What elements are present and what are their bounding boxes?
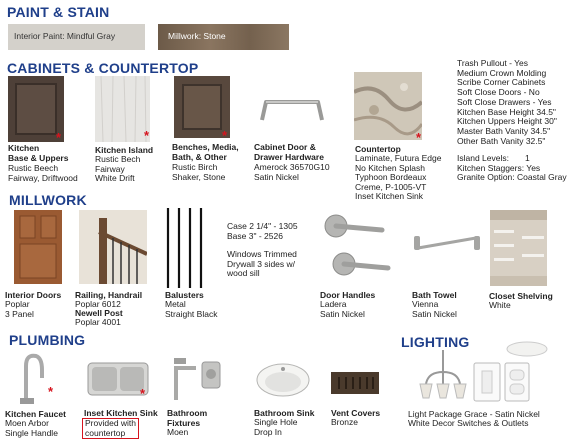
kitchen-staggers: Kitchen Staggers: Yes (457, 163, 541, 173)
kitchen-cabinet-desc: Rustic Beech Fairway, Driftwood (8, 163, 78, 183)
vent-covers-title: Vent Covers (331, 408, 381, 418)
lighting-heading: LIGHTING (401, 334, 470, 350)
newell-post-title: Newell Post (75, 308, 123, 318)
island-asterisk: * (144, 128, 150, 143)
bathroom-fixtures-desc: Moen (167, 427, 189, 437)
countertop-sample-image (354, 72, 422, 140)
closet-shelving-title: Closet Shelving (489, 291, 553, 301)
railing-title: Railing, Handrail (75, 290, 143, 300)
island-cabinet-image (95, 76, 150, 142)
island-title: Kitchen Island (95, 145, 154, 155)
balusters-title: Balusters (165, 290, 204, 300)
inset-sink-note: Provided with countertop (82, 418, 139, 439)
countertop-asterisk: * (416, 130, 422, 145)
island-desc: Rustic Bech Fairway White Drift (95, 154, 141, 183)
vent-cover-image (331, 372, 379, 394)
bath-towel-desc: Vienna Satin Nickel (412, 299, 457, 319)
bathroom-fixtures-title: Bathroom Fixtures (167, 408, 208, 428)
bathroom-fixtures-image (170, 354, 224, 402)
light-switch-image (473, 362, 501, 402)
interior-paint-label: Interior Paint: Mindful Gray (14, 31, 116, 41)
bathroom-sink-title: Bathroom Sink (254, 408, 315, 418)
railing-image (79, 210, 147, 284)
door-handles-title: Door Handles (320, 290, 376, 300)
millwork-stain-swatch (158, 24, 289, 50)
closet-shelving-image (490, 210, 547, 286)
door-handles-desc: Ladera Satin Nickel (320, 299, 365, 319)
island-levels: Island Levels: 1 (457, 153, 530, 163)
closet-shelving-desc: White (489, 300, 511, 310)
kitchen-faucet-image (14, 350, 48, 404)
kitchen-asterisk: * (56, 130, 62, 145)
benches-title: Benches, Media, Bath, & Other (172, 142, 239, 162)
lighting-package: Light Package Grace - Satin Nickel (408, 409, 540, 419)
outlet-image (504, 362, 530, 402)
bathroom-sink-desc: Single Hole Drop In (254, 417, 298, 437)
hardware-desc: Amerock 36570G10 Satin Nickel (254, 162, 330, 182)
towel-bar-image (412, 232, 482, 254)
millwork-stain-label: Millwork: Stone (168, 31, 226, 41)
door-handle-image (322, 212, 392, 284)
cabinet-specs-list: Trash Pullout - Yes Medium Crown Molding Scribe Corner Cabinets Soft Close Doors - No Soft Close Drawers - Yes Kitchen Base Height 34.5" Kitchen Uppers Height 30" Master Bath Vanity 34.5" Other Bath Vanity 32.5" (457, 58, 557, 146)
countertop-title: Countertop (355, 144, 401, 154)
ceiling-light-image (505, 340, 549, 358)
millwork-heading: MILLWORK (9, 192, 87, 208)
interior-doors-title: Interior Doors (5, 290, 62, 300)
benches-asterisk: * (222, 128, 228, 143)
benches-desc: Rustic Birch Shaker, Stone (172, 162, 226, 182)
faucet-asterisk: * (48, 384, 54, 399)
countertop-desc: Laminate, Futura Edge No Kitchen Splash Typhoon Bordeaux Creme, P-1005-VT Inset Kitchen Sink (355, 153, 442, 201)
balusters-desc: Metal Straight Black (165, 299, 218, 319)
plumbing-heading: PLUMBING (9, 332, 86, 348)
kitchen-cabinet-title: Kitchen Base & Uppers (8, 143, 69, 163)
kitchen-faucet-title: Kitchen Faucet (5, 409, 66, 419)
cabinet-pull-image (258, 96, 326, 126)
newell-post-desc: Poplar 4001 (75, 317, 121, 327)
hardware-title: Cabinet Door & Drawer Hardware (254, 142, 324, 162)
vent-covers-desc: Bronze (331, 417, 358, 427)
interior-doors-desc: Poplar 3 Panel (5, 299, 34, 319)
casing-base-spec: Case 2 1/4" - 1305 Base 3" - 2526 (227, 221, 298, 241)
railing-desc: Poplar 6012 (75, 299, 121, 309)
interior-paint-swatch (8, 24, 145, 50)
granite-option: Granite Option: Coastal Gray (457, 172, 567, 182)
paint-stain-heading: PAINT & STAIN (7, 4, 110, 20)
switches-outlets: White Decor Switches & Outlets (408, 418, 529, 428)
bathroom-sink-image (255, 362, 311, 398)
kitchen-faucet-desc: Moen Arbor Single Handle (5, 418, 58, 438)
bath-towel-title: Bath Towel (412, 290, 457, 300)
windows-trim-spec: Windows Trimmed Drywall 3 sides w/ wood sill (227, 249, 297, 278)
inset-sink-title: Inset Kitchen Sink (84, 408, 158, 418)
balusters-image (164, 208, 204, 288)
cabinets-heading: CABINETS & COUNTERTOP (7, 60, 199, 76)
sink-asterisk: * (140, 386, 146, 401)
light-fixture-image (418, 350, 468, 402)
interior-door-image (14, 210, 62, 284)
